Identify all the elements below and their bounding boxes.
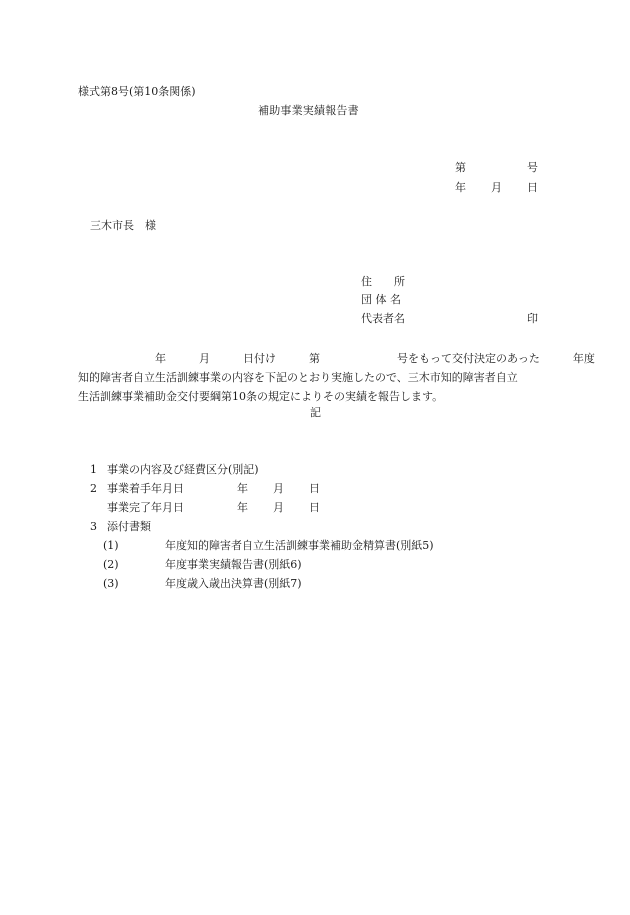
item-1-text: 事業の内容及び経費区分(別記) [107,463,259,476]
body-paragraph [78,349,595,406]
item-3-text: 添付書類 [107,520,151,533]
address-label: 住 所 [361,275,405,288]
start-date-year: 年 [237,482,248,495]
end-date-day: 日 [309,501,320,514]
doc-number-prefix: 第 [455,161,466,174]
body-line-3: 生活訓練事業補助金交付要綱第10条の規定によりその実績を報告します。 [78,390,444,403]
form-number: 様式第8号(第10条関係) [78,85,196,98]
attachment-2-number: (2) [103,558,119,571]
body-line-2: 知的障害者自立生活訓練事業の内容を下記のとおり実施したので、三木市知的障害者自立 [78,371,518,384]
doc-date-day: 日 [527,181,538,194]
ki-note-mark: 記 [310,406,321,419]
end-date-year: 年 [237,501,248,514]
start-date-label: 事業着手年月日 [107,482,184,495]
attachment-1-text: 年度知的障害者自立生活訓練事業補助金精算書(別紙5) [165,539,434,552]
body-line-1: 年 月 日付け 第 号をもって交付決定のあった 年度 [78,352,595,365]
group-name-label: 団 体 名 [361,293,401,306]
document-title: 補助事業実績報告書 [258,104,359,117]
start-date-month: 月 [273,482,284,495]
doc-date-year: 年 [455,181,466,194]
end-date-label: 事業完了年月日 [107,501,184,514]
item-3-number: 3 [90,520,97,533]
doc-number-suffix: 号 [527,161,538,174]
addressee: 三木市長 様 [90,219,156,232]
attachment-3-number: (3) [103,577,119,590]
seal-mark: 印 [527,312,538,325]
start-date-day: 日 [309,482,320,495]
doc-date-month: 月 [491,181,502,194]
attachment-3-text: 年度歳入歳出決算書(別紙7) [165,577,302,590]
attachment-2-text: 年度事業実績報告書(別紙6) [165,558,302,571]
item-1-number: 1 [90,463,97,476]
item-2-number: 2 [90,482,97,495]
end-date-month: 月 [273,501,284,514]
representative-label: 代表者名 [361,312,405,325]
attachment-1-number: (1) [103,539,119,552]
